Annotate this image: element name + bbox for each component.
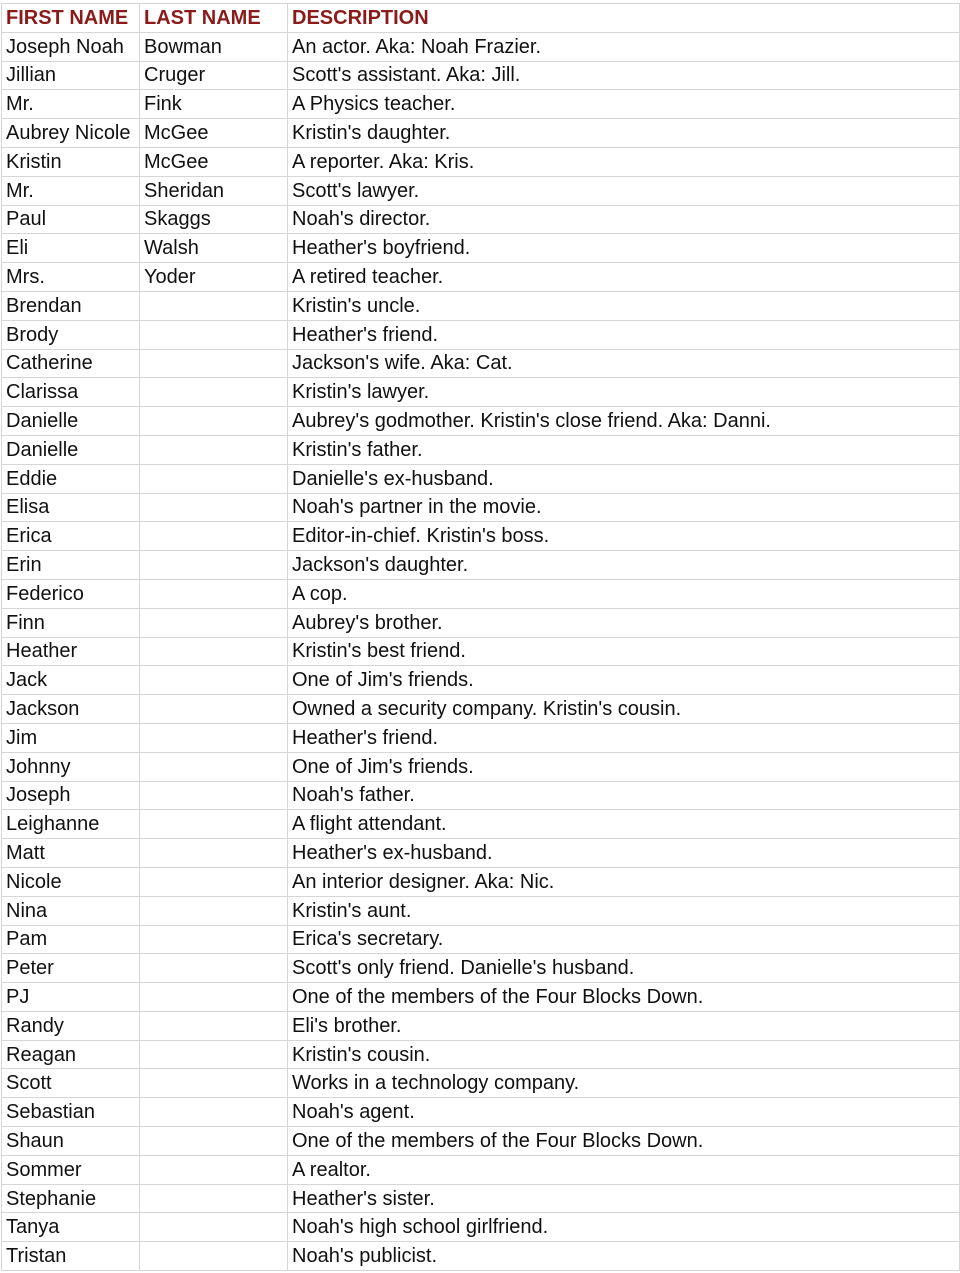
description-cell: A realtor.: [288, 1155, 960, 1184]
last-name-cell: [140, 1069, 288, 1098]
first-name-cell: Matt: [2, 839, 140, 868]
first-name-cell: Mr.: [2, 176, 140, 205]
table-row: [2, 781, 960, 810]
first-name-cell: Aubrey Nicole: [2, 119, 140, 148]
description-cell: Danielle's ex-husband.: [288, 464, 960, 493]
last-name-cell: [140, 579, 288, 608]
header-first-name: FIRST NAME: [2, 4, 140, 33]
table-row: [2, 119, 960, 148]
first-name-cell: Jim: [2, 723, 140, 752]
last-name-cell: [140, 752, 288, 781]
first-name-cell: Eli: [2, 234, 140, 263]
table-row: [2, 1098, 960, 1127]
first-name-cell: Mr.: [2, 90, 140, 119]
last-name-cell: [140, 695, 288, 724]
first-name-cell: Paul: [2, 205, 140, 234]
table-row: [2, 925, 960, 954]
description-cell: One of the members of the Four Blocks Down.: [288, 1127, 960, 1156]
description-cell: Kristin's best friend.: [288, 637, 960, 666]
description-cell: Owned a security company. Kristin's cousin.: [288, 695, 960, 724]
last-name-cell: [140, 291, 288, 320]
description-cell: One of Jim's friends.: [288, 752, 960, 781]
description-cell: Noah's partner in the movie.: [288, 493, 960, 522]
table-row: [2, 1184, 960, 1213]
last-name-cell: [140, 925, 288, 954]
last-name-cell: [140, 839, 288, 868]
table-row: [2, 320, 960, 349]
description-cell: Kristin's uncle.: [288, 291, 960, 320]
table-row: [2, 666, 960, 695]
table-row: [2, 1127, 960, 1156]
last-name-cell: Yoder: [140, 263, 288, 292]
table-row: [2, 551, 960, 580]
description-cell: A Physics teacher.: [288, 90, 960, 119]
table-row: [2, 291, 960, 320]
last-name-cell: [140, 1213, 288, 1242]
table-row: [2, 61, 960, 90]
first-name-cell: Reagan: [2, 1040, 140, 1069]
description-cell: Kristin's daughter.: [288, 119, 960, 148]
first-name-cell: Brendan: [2, 291, 140, 320]
header-row: [2, 4, 960, 33]
last-name-cell: [140, 608, 288, 637]
description-cell: Noah's high school girlfriend.: [288, 1213, 960, 1242]
last-name-cell: [140, 493, 288, 522]
table-row: [2, 464, 960, 493]
last-name-cell: [140, 551, 288, 580]
description-cell: Noah's father.: [288, 781, 960, 810]
description-cell: Kristin's lawyer.: [288, 378, 960, 407]
first-name-cell: Randy: [2, 1011, 140, 1040]
last-name-cell: [140, 435, 288, 464]
last-name-cell: Fink: [140, 90, 288, 119]
last-name-cell: Bowman: [140, 32, 288, 61]
description-cell: A flight attendant.: [288, 810, 960, 839]
description-cell: An actor. Aka: Noah Frazier.: [288, 32, 960, 61]
first-name-cell: Tanya: [2, 1213, 140, 1242]
first-name-cell: Eddie: [2, 464, 140, 493]
description-cell: A cop.: [288, 579, 960, 608]
last-name-cell: [140, 896, 288, 925]
description-cell: Kristin's aunt.: [288, 896, 960, 925]
table-row: [2, 752, 960, 781]
last-name-cell: [140, 1242, 288, 1271]
last-name-cell: [140, 666, 288, 695]
first-name-cell: Shaun: [2, 1127, 140, 1156]
table-row: [2, 1011, 960, 1040]
table-row: [2, 608, 960, 637]
first-name-cell: Erin: [2, 551, 140, 580]
table-row: [2, 983, 960, 1012]
last-name-cell: Walsh: [140, 234, 288, 263]
header-description: DESCRIPTION: [288, 4, 960, 33]
description-cell: Scott's only friend. Danielle's husband.: [288, 954, 960, 983]
first-name-cell: Danielle: [2, 407, 140, 436]
table-row: [2, 349, 960, 378]
first-name-cell: Finn: [2, 608, 140, 637]
first-name-cell: Jillian: [2, 61, 140, 90]
first-name-cell: Jack: [2, 666, 140, 695]
first-name-cell: Federico: [2, 579, 140, 608]
character-table: [1, 3, 960, 1271]
table-row: [2, 896, 960, 925]
first-name-cell: Tristan: [2, 1242, 140, 1271]
first-name-cell: Brody: [2, 320, 140, 349]
last-name-cell: Sheridan: [140, 176, 288, 205]
description-cell: Erica's secretary.: [288, 925, 960, 954]
description-cell: Aubrey's godmother. Kristin's close friend. Aka: Danni.: [288, 407, 960, 436]
first-name-cell: Johnny: [2, 752, 140, 781]
last-name-cell: [140, 464, 288, 493]
table-row: [2, 954, 960, 983]
first-name-cell: Leighanne: [2, 810, 140, 839]
last-name-cell: [140, 983, 288, 1012]
description-cell: Editor-in-chief. Kristin's boss.: [288, 522, 960, 551]
table-row: [2, 1242, 960, 1271]
first-name-cell: Sommer: [2, 1155, 140, 1184]
description-cell: Kristin's father.: [288, 435, 960, 464]
table-row: [2, 637, 960, 666]
last-name-cell: [140, 1155, 288, 1184]
description-cell: Works in a technology company.: [288, 1069, 960, 1098]
first-name-cell: Sebastian: [2, 1098, 140, 1127]
last-name-cell: Skaggs: [140, 205, 288, 234]
table-row: [2, 493, 960, 522]
table-row: [2, 263, 960, 292]
table-row: [2, 867, 960, 896]
first-name-cell: Jackson: [2, 695, 140, 724]
table-row: [2, 839, 960, 868]
first-name-cell: Erica: [2, 522, 140, 551]
last-name-cell: [140, 407, 288, 436]
table-row: [2, 1155, 960, 1184]
last-name-cell: [140, 522, 288, 551]
last-name-cell: [140, 637, 288, 666]
description-cell: Scott's assistant. Aka: Jill.: [288, 61, 960, 90]
first-name-cell: Nina: [2, 896, 140, 925]
last-name-cell: [140, 1098, 288, 1127]
description-cell: Noah's agent.: [288, 1098, 960, 1127]
table-row: [2, 205, 960, 234]
last-name-cell: [140, 1040, 288, 1069]
table-row: [2, 810, 960, 839]
last-name-cell: [140, 378, 288, 407]
description-cell: One of the members of the Four Blocks Down.: [288, 983, 960, 1012]
description-cell: A retired teacher.: [288, 263, 960, 292]
first-name-cell: Elisa: [2, 493, 140, 522]
description-cell: An interior designer. Aka: Nic.: [288, 867, 960, 896]
description-cell: Aubrey's brother.: [288, 608, 960, 637]
first-name-cell: Peter: [2, 954, 140, 983]
description-cell: Eli's brother.: [288, 1011, 960, 1040]
table-row: [2, 1040, 960, 1069]
table-row: [2, 234, 960, 263]
first-name-cell: Stephanie: [2, 1184, 140, 1213]
description-cell: Heather's friend.: [288, 723, 960, 752]
table-row: [2, 378, 960, 407]
description-cell: Heather's ex-husband.: [288, 839, 960, 868]
first-name-cell: Mrs.: [2, 263, 140, 292]
last-name-cell: McGee: [140, 147, 288, 176]
description-cell: Jackson's daughter.: [288, 551, 960, 580]
table-row: [2, 695, 960, 724]
first-name-cell: Heather: [2, 637, 140, 666]
table-row: [2, 147, 960, 176]
table-body: [2, 32, 960, 1270]
table-row: [2, 90, 960, 119]
first-name-cell: Joseph Noah: [2, 32, 140, 61]
last-name-cell: [140, 349, 288, 378]
table-row: [2, 435, 960, 464]
table-row: [2, 1069, 960, 1098]
table-row: [2, 32, 960, 61]
description-cell: Scott's lawyer.: [288, 176, 960, 205]
description-cell: One of Jim's friends.: [288, 666, 960, 695]
first-name-cell: Nicole: [2, 867, 140, 896]
last-name-cell: [140, 954, 288, 983]
table-row: [2, 407, 960, 436]
last-name-cell: McGee: [140, 119, 288, 148]
description-cell: Heather's boyfriend.: [288, 234, 960, 263]
last-name-cell: [140, 867, 288, 896]
last-name-cell: [140, 1011, 288, 1040]
last-name-cell: [140, 320, 288, 349]
first-name-cell: Joseph: [2, 781, 140, 810]
first-name-cell: Pam: [2, 925, 140, 954]
description-cell: Heather's friend.: [288, 320, 960, 349]
last-name-cell: [140, 723, 288, 752]
description-cell: Jackson's wife. Aka: Cat.: [288, 349, 960, 378]
description-cell: A reporter. Aka: Kris.: [288, 147, 960, 176]
first-name-cell: Kristin: [2, 147, 140, 176]
first-name-cell: PJ: [2, 983, 140, 1012]
first-name-cell: Clarissa: [2, 378, 140, 407]
header-last-name: LAST NAME: [140, 4, 288, 33]
last-name-cell: [140, 781, 288, 810]
description-cell: Noah's publicist.: [288, 1242, 960, 1271]
description-cell: Heather's sister.: [288, 1184, 960, 1213]
table-row: [2, 1213, 960, 1242]
first-name-cell: Catherine: [2, 349, 140, 378]
table-row: [2, 723, 960, 752]
first-name-cell: Scott: [2, 1069, 140, 1098]
last-name-cell: [140, 810, 288, 839]
table-row: [2, 579, 960, 608]
description-cell: Kristin's cousin.: [288, 1040, 960, 1069]
last-name-cell: [140, 1127, 288, 1156]
first-name-cell: Danielle: [2, 435, 140, 464]
description-cell: Noah's director.: [288, 205, 960, 234]
table-row: [2, 522, 960, 551]
last-name-cell: [140, 1184, 288, 1213]
table-row: [2, 176, 960, 205]
last-name-cell: Cruger: [140, 61, 288, 90]
